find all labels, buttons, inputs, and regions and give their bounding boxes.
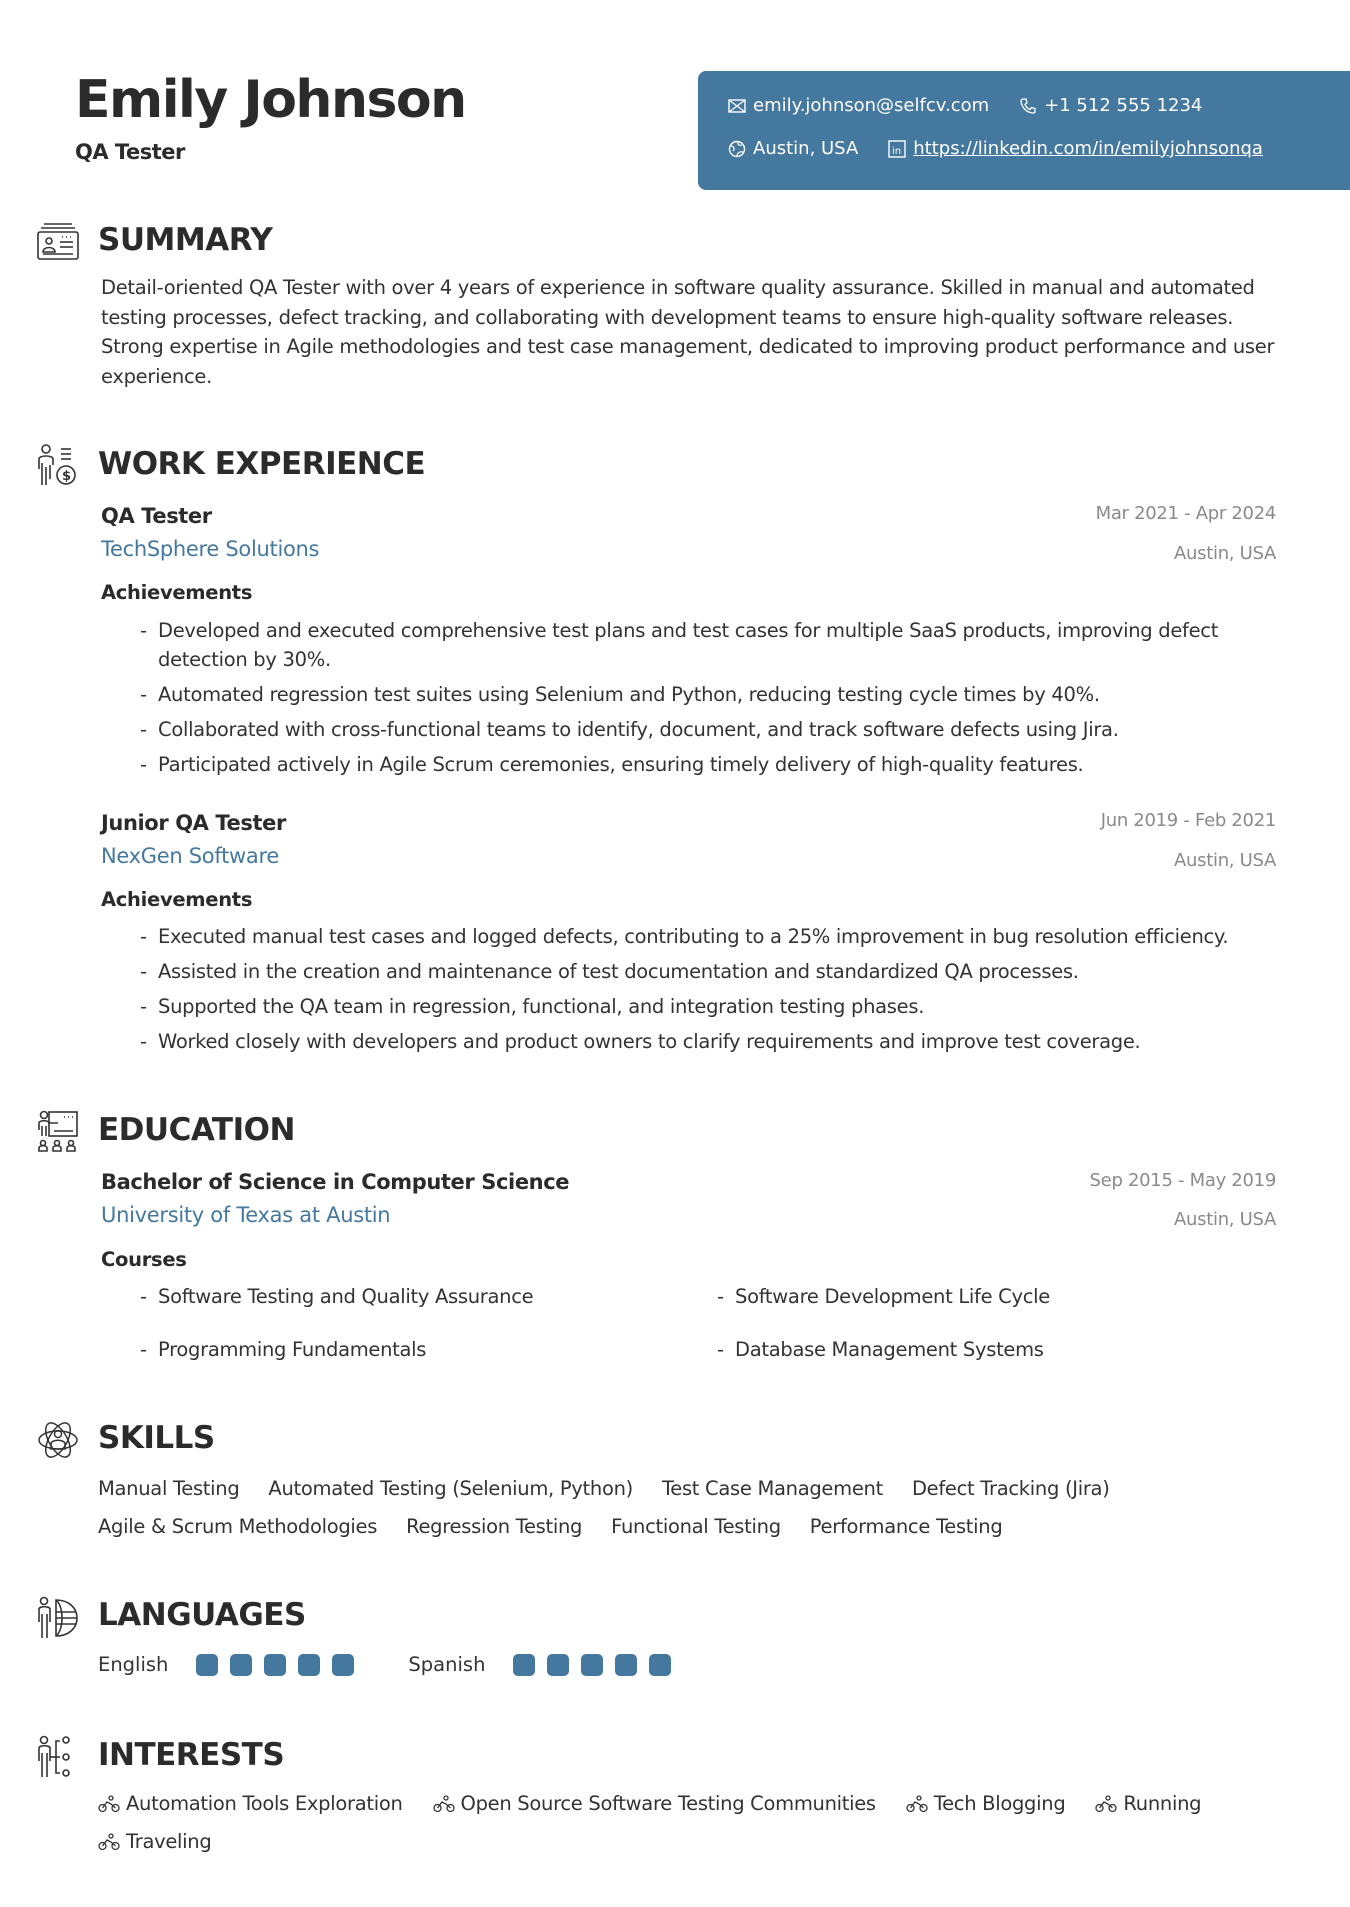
phone-icon bbox=[1019, 97, 1037, 115]
achievement-item: - Participated actively in Agile Scrum ceremonies, ensuring timely delivery of high-quality features. bbox=[140, 750, 1280, 779]
level-dot bbox=[547, 1654, 569, 1676]
course-item: - Programming Fundamentals bbox=[140, 1338, 426, 1361]
skill-item: Agile & Scrum Methodologies bbox=[98, 1515, 378, 1538]
interests-list bbox=[98, 1790, 1318, 1856]
email-text: emily.johnson@selfcv.com bbox=[753, 95, 990, 116]
achievements-list bbox=[140, 922, 1280, 1062]
job-title: QA Tester bbox=[101, 504, 212, 528]
skill-item: Automated Testing (Selenium, Python) bbox=[268, 1477, 633, 1500]
summary-heading: SUMMARY bbox=[98, 222, 273, 258]
skill-item: Performance Testing bbox=[809, 1515, 1003, 1538]
achievement-item: - Developed and executed comprehensive test plans and test cases for multiple SaaS products, improving defect detection by 30%. bbox=[140, 616, 1280, 674]
languages-heading: LANGUAGES bbox=[98, 1597, 306, 1633]
achievements-heading: Achievements bbox=[101, 888, 253, 911]
language-level-english bbox=[196, 1654, 366, 1676]
summary-text: Detail-oriented QA Tester with over 4 years of experience in software quality assurance. Skilled in manual and automated testing processes, defect tracking, and collaborating with development teams to ensure high-quality software releases. Strong expertise in Agile methodologies and test case management, dedicated to improving product performance and user experience. bbox=[101, 276, 1275, 388]
interest-item: Traveling bbox=[98, 1828, 211, 1856]
achievement-item: - Worked closely with developers and product owners to clarify requirements and improve test coverage. bbox=[140, 1027, 1280, 1056]
level-dot bbox=[196, 1654, 218, 1676]
cyclist-icon bbox=[1095, 1795, 1117, 1813]
level-dot bbox=[264, 1654, 286, 1676]
company-name: NexGen Software bbox=[101, 844, 279, 868]
achievements-heading: Achievements bbox=[101, 581, 253, 604]
achievement-item: - Assisted in the creation and maintenance of test documentation and standardized QA processes. bbox=[140, 957, 1280, 986]
language-level-spanish bbox=[513, 1654, 683, 1676]
skills-heading: SKILLS bbox=[98, 1420, 215, 1456]
contact-location bbox=[728, 138, 858, 159]
level-dot bbox=[332, 1654, 354, 1676]
course-item: - Database Management Systems bbox=[717, 1338, 1044, 1361]
svg-text:in: in bbox=[892, 145, 902, 157]
course-item: - Software Development Life Cycle bbox=[717, 1285, 1050, 1308]
phone-text: +1 512 555 1234 bbox=[1044, 95, 1203, 116]
contact-panel bbox=[698, 71, 1350, 190]
languages-list bbox=[98, 1653, 725, 1676]
degree-title: Bachelor of Science in Computer Science bbox=[101, 1170, 570, 1194]
education-location: Austin, USA bbox=[1174, 1209, 1276, 1230]
level-dot bbox=[649, 1654, 671, 1676]
job-dates: Mar 2021 - Apr 2024 bbox=[1095, 503, 1276, 524]
envelope-icon bbox=[728, 99, 746, 113]
job-location: Austin, USA bbox=[1174, 850, 1276, 871]
skill-item: Test Case Management bbox=[661, 1477, 883, 1500]
achievement-item: - Collaborated with cross-functional teams to identify, document, and track software defects using Jira. bbox=[140, 715, 1280, 744]
skill-item: Regression Testing bbox=[406, 1515, 583, 1538]
candidate-role: QA Tester bbox=[75, 140, 185, 164]
work-experience-heading: WORK EXPERIENCE bbox=[98, 446, 426, 482]
worker-salary-icon bbox=[36, 443, 80, 487]
skill-item: Defect Tracking (Jira) bbox=[911, 1477, 1110, 1500]
globe-icon bbox=[728, 140, 746, 158]
job-dates: Jun 2019 - Feb 2021 bbox=[1100, 810, 1276, 831]
skill-item: Functional Testing bbox=[611, 1515, 781, 1538]
cyclist-icon bbox=[906, 1795, 928, 1813]
linkedin-icon bbox=[888, 140, 906, 158]
interest-item: Open Source Software Testing Communities bbox=[433, 1790, 876, 1818]
job-location: Austin, USA bbox=[1174, 543, 1276, 564]
school-name: University of Texas at Austin bbox=[101, 1203, 391, 1227]
level-dot bbox=[298, 1654, 320, 1676]
education-dates: Sep 2015 - May 2019 bbox=[1089, 1170, 1276, 1191]
contact-email[interactable] bbox=[728, 95, 989, 116]
cyclist-icon bbox=[98, 1795, 120, 1813]
achievements-list bbox=[140, 616, 1280, 785]
linkedin-link[interactable]: https://linkedin.com/in/emilyjohnsonqa bbox=[913, 138, 1263, 159]
cyclist-icon bbox=[433, 1795, 455, 1813]
interests-heading: INTERESTS bbox=[98, 1737, 285, 1773]
education-heading: EDUCATION bbox=[98, 1112, 295, 1148]
course-item: - Software Testing and Quality Assurance bbox=[140, 1285, 533, 1308]
achievement-item: - Supported the QA team in regression, functional, and integration testing phases. bbox=[140, 992, 1280, 1021]
level-dot bbox=[230, 1654, 252, 1676]
location-text: Austin, USA bbox=[753, 138, 859, 159]
achievement-item: - Executed manual test cases and logged defects, contributing to a 25% improvement in bug resolution efficiency. bbox=[140, 922, 1280, 951]
contact-phone[interactable] bbox=[1019, 95, 1202, 116]
level-dot bbox=[615, 1654, 637, 1676]
interest-item: Tech Blogging bbox=[906, 1790, 1066, 1818]
skill-item: Manual Testing bbox=[98, 1477, 240, 1500]
language-name: English bbox=[98, 1653, 169, 1676]
atom-person-icon bbox=[36, 1418, 80, 1462]
level-dot bbox=[513, 1654, 535, 1676]
interest-item: Running bbox=[1095, 1790, 1201, 1818]
teacher-icon bbox=[36, 1110, 80, 1154]
contact-linkedin[interactable] bbox=[888, 138, 1263, 159]
person-globe-icon bbox=[36, 1596, 80, 1640]
level-dot bbox=[581, 1654, 603, 1676]
svg-text:$: $ bbox=[62, 469, 72, 484]
language-name: Spanish bbox=[408, 1653, 486, 1676]
achievement-item: - Automated regression test suites using Selenium and Python, reducing testing cycle times by 40%. bbox=[140, 680, 1280, 709]
person-options-icon bbox=[36, 1735, 80, 1779]
id-card-icon bbox=[36, 220, 80, 264]
candidate-name: Emily Johnson bbox=[75, 70, 466, 130]
company-name: TechSphere Solutions bbox=[101, 537, 320, 561]
skills-list bbox=[98, 1475, 1298, 1541]
courses-heading: Courses bbox=[101, 1248, 187, 1271]
cyclist-icon bbox=[98, 1833, 120, 1851]
job-title: Junior QA Tester bbox=[101, 811, 286, 835]
interest-item: Automation Tools Exploration bbox=[98, 1790, 403, 1818]
